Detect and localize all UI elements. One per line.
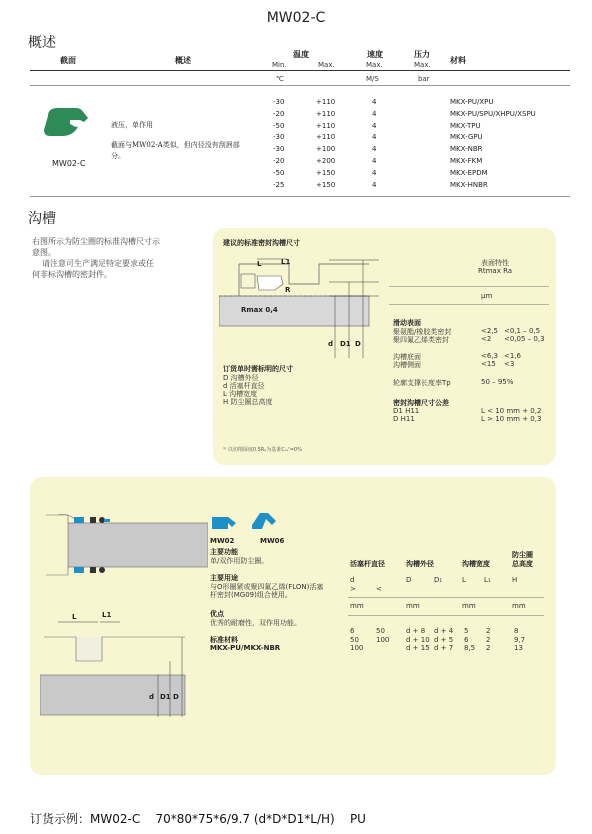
- panel1-dim-Rmax: Rmax 0,4: [241, 306, 278, 314]
- table-header-rule: [30, 70, 570, 71]
- overview-cell-min: -50: [273, 121, 285, 130]
- panel2-dim-L1: L1: [102, 611, 112, 619]
- groove-intro-line-4: 何非标沟槽的密封件。: [32, 270, 112, 279]
- subheader-speed-max: Max.: [366, 61, 383, 69]
- overview-cell-min: -30: [273, 133, 285, 142]
- overview-cell-max: +150: [316, 168, 336, 177]
- groove-intro-line-3: 请注意可生产满足特定要求或任: [42, 259, 154, 268]
- unit-mm: mm: [350, 602, 364, 610]
- document-title: MW02-C: [266, 10, 326, 26]
- sliding-row-rt: <2,5: [481, 327, 498, 335]
- overview-cell-max: +110: [316, 109, 336, 118]
- groove-row-rt: <15: [481, 360, 496, 368]
- overview-cell-max: +150: [316, 180, 336, 189]
- overview-cell-material: MKX-HNBR: [450, 180, 488, 189]
- sym-L1: L₁: [484, 576, 491, 584]
- sliding-row-ra: <0,05 – 0,3: [504, 335, 545, 343]
- size-cell-D: d + 8: [406, 627, 426, 635]
- col-header-overview: 概述: [175, 56, 191, 65]
- tolerance-title: 密封沟槽尺寸公差: [393, 399, 449, 407]
- overview-cell-speed: 4: [372, 157, 377, 165]
- sliding-row-ra: <0,1 – 0,5: [504, 327, 541, 335]
- standard-material-title: 标准材料: [210, 636, 238, 644]
- unit-um: μm: [481, 292, 493, 300]
- overview-cell-min: -20: [273, 109, 285, 118]
- overview-cell-speed: 4: [372, 121, 377, 130]
- overview-cell-max: +110: [316, 121, 336, 130]
- col-groove-width: 沟槽宽度: [462, 560, 490, 568]
- main-use-line-2: 杆密封(MG09)组合使用。: [210, 591, 292, 599]
- standard-material-text: MKX-PU/MKX-NBR: [210, 644, 281, 652]
- col-header-section: 截面: [60, 56, 76, 65]
- table-bottom-rule: [30, 196, 570, 197]
- overview-cell-material: MKX-PU/XPU: [450, 98, 494, 106]
- overview-cell-material: MKX-NBR: [450, 145, 483, 154]
- sliding-row-label: 聚四氟乙烯类密封: [393, 336, 449, 344]
- tolerance-row-label: D H11: [393, 415, 415, 423]
- mw02-profile-icon: [210, 513, 240, 533]
- unit-mm: mm: [462, 602, 476, 610]
- panel2-dim-d: d: [149, 693, 155, 701]
- panel1-footnote: ¹⁾ 以切削深度0.5Rₚ为基准Cᵣₑᶠ=0%: [223, 447, 302, 453]
- overview-cell-max: +110: [316, 98, 336, 106]
- unit-mm: mm: [406, 602, 420, 610]
- unit-pressure: bar: [418, 75, 430, 83]
- advantages-text: 优秀的耐磨性，双作用功能。: [210, 619, 301, 627]
- tolerance-row-label: D1 H11: [393, 407, 420, 415]
- groove-row-ra: <1,6: [504, 352, 521, 360]
- col-header-pressure: 压力: [414, 50, 430, 59]
- overview-cell-min: -50: [273, 168, 285, 177]
- subheader-pressure-max: Max.: [414, 61, 431, 69]
- size-cell-L1: 2: [486, 627, 491, 635]
- subheader-min: Min.: [272, 61, 287, 69]
- installation-diagram: [38, 495, 208, 595]
- panel2-dim-D: D: [173, 693, 179, 701]
- range-gt: >: [350, 585, 356, 593]
- profile-mw02-label: MW02: [210, 537, 235, 545]
- col-rod-diameter: 活塞杆直径: [350, 560, 385, 568]
- size-cell-L1: 2: [486, 644, 491, 652]
- col-header-material: 材料: [450, 56, 466, 65]
- main-use-line-1: 与O形圈紧或聚四氟乙烯(FLON)活塞: [210, 583, 324, 591]
- size-cell-L: 5: [464, 627, 469, 635]
- unit-speed: M/S: [366, 75, 379, 83]
- overview-cell-max: +100: [316, 145, 336, 154]
- table-unit-rule: [30, 85, 570, 86]
- panel1-title: 建议的标准密封沟槽尺寸: [223, 239, 300, 247]
- sym-L: L: [462, 576, 466, 584]
- panel2-dim-D1: D1: [160, 693, 171, 701]
- overview-cell-min: -20: [273, 157, 285, 165]
- tolerance-row-value: L > 10 mm + 0,3: [481, 415, 542, 423]
- seal-profile-icon: [40, 104, 90, 144]
- surface-title: 表面特性: [481, 259, 509, 267]
- advantages-title: 优点: [210, 610, 224, 618]
- size-cell-L1: 2: [486, 635, 491, 644]
- support-ratio-label: 轮廓支撑长度率Tp: [393, 379, 451, 387]
- size-cell-D1: d + 5: [434, 635, 454, 644]
- sym-H: H: [512, 576, 518, 584]
- order-dim-item: D 沟槽外径: [223, 374, 259, 382]
- overview-cell-speed: 4: [372, 145, 377, 154]
- support-ratio-value: 50 – 95%: [481, 378, 514, 386]
- overview-cell-speed: 4: [372, 180, 377, 189]
- rule: [389, 304, 549, 305]
- groove-row-label: 沟槽底面: [393, 353, 421, 361]
- overview-cell-min: -30: [273, 145, 285, 154]
- order-dim-item: H 防尘圈总高度: [223, 398, 273, 406]
- col-header-temperature: 温度: [293, 50, 309, 59]
- size-cell-D1: d + 7: [434, 644, 454, 652]
- tolerance-row-value: L < 10 mm + 0,2: [481, 407, 542, 415]
- desc-line-1: 液压，单作用: [111, 121, 153, 129]
- size-cell-H: 13: [514, 644, 523, 652]
- size-cell-D1: d + 4: [434, 627, 454, 635]
- size-cell-D: d + 15: [406, 644, 430, 652]
- col-wiper-height: 总高度: [512, 560, 533, 568]
- panel1-dim-R: R: [285, 286, 291, 294]
- panel2-dim-L: L: [72, 613, 77, 621]
- overview-cell-material: MKX-PU/SPU/XHPU/XSPU: [450, 109, 536, 118]
- size-cell-H: 8: [514, 627, 519, 635]
- overview-cell-max: +200: [316, 157, 336, 165]
- overview-cell-material: MKX-EPDM: [450, 168, 488, 177]
- size-cell-d_gt: 50: [350, 635, 359, 644]
- groove-row-ra: <3: [504, 360, 515, 368]
- order-example: 订货示例：MW02-C 70*80*75*6/9.7 (d*D*D1*L/H) PU: [30, 812, 366, 826]
- overview-cell-speed: 4: [372, 109, 377, 118]
- groove-intro-line-2: 意图。: [32, 248, 56, 257]
- size-cell-D: d + 10: [406, 635, 430, 644]
- rule: [348, 597, 544, 598]
- order-dims-title: 订货单时需标明的尺寸: [223, 365, 293, 373]
- sliding-row-rt: <2: [481, 335, 492, 343]
- rule: [389, 286, 549, 287]
- desc-line-3: 分。: [111, 152, 125, 160]
- col-wiper: 防尘圈: [512, 551, 533, 559]
- panel1-dim-D: D: [355, 340, 361, 348]
- mw06-profile-icon: [248, 511, 278, 533]
- desc-line-2: 截面与MW02-A类似，但内径没有刮唇部: [111, 141, 240, 149]
- unit-temp: ℃: [276, 75, 284, 83]
- panel1-dim-L1: L1: [281, 258, 291, 266]
- order-dim-item: L 沟槽宽度: [223, 390, 258, 398]
- groove-intro-line-1: 右图所示为防尘圈的标准沟槽尺寸示: [32, 237, 160, 246]
- unit-mm: mm: [512, 602, 526, 610]
- panel1-dim-d: d: [328, 340, 334, 348]
- groove-dimensions-panel: [213, 228, 556, 465]
- profile-label: MW02-C: [52, 159, 86, 168]
- overview-cell-min: -25: [273, 180, 285, 189]
- sym-d: d: [350, 576, 355, 584]
- overview-cell-speed: 4: [372, 133, 377, 142]
- section-groove-heading: 沟槽: [28, 211, 56, 227]
- size-cell-L: 6: [464, 635, 469, 644]
- overview-cell-material: MKX-GPU: [450, 133, 483, 142]
- main-function-text: 单/双作用防尘圈。: [210, 557, 269, 565]
- profile-mw06-label: MW06: [260, 537, 285, 545]
- overview-cell-speed: 4: [372, 168, 377, 177]
- sliding-surface-title: 滑动表面: [393, 319, 421, 327]
- size-cell-H: 9,7: [514, 635, 526, 644]
- overview-cell-material: MKX-TPU: [450, 121, 481, 130]
- panel1-dim-D1: D1: [340, 340, 351, 348]
- overview-cell-max: +110: [316, 133, 336, 142]
- panel1-dim-L: L: [257, 260, 262, 268]
- range-lt: <: [376, 585, 382, 593]
- size-cell-d_lt: 50: [376, 627, 385, 635]
- overview-cell-speed: 4: [372, 98, 377, 106]
- section-overview-heading: 概述: [28, 35, 56, 51]
- groove-diagram-2: [40, 617, 190, 717]
- sliding-row-label: 聚氨酯/橡胶类密封: [393, 328, 452, 336]
- overview-cell-min: -30: [273, 98, 285, 106]
- size-cell-d_lt: 100: [376, 635, 390, 644]
- groove-row-rt: <6,3: [481, 352, 498, 360]
- col-header-speed: 速度: [367, 50, 383, 59]
- col-groove-outer-diameter: 沟槽外径: [406, 560, 434, 568]
- main-use-title: 主要用途: [210, 574, 238, 582]
- size-cell-d_gt: 100: [350, 644, 364, 652]
- groove-row-label: 沟槽侧面: [393, 361, 421, 369]
- profile-sizes-panel: [30, 477, 556, 775]
- subheader-max: Max.: [318, 61, 335, 69]
- sym-D1: D₁: [434, 576, 443, 584]
- main-function-title: 主要功能: [210, 548, 238, 556]
- order-dim-item: d 活塞杆直径: [223, 382, 265, 390]
- rule: [348, 615, 544, 616]
- size-cell-d_gt: 6: [350, 627, 355, 635]
- sym-D: D: [406, 576, 412, 584]
- overview-cell-material: MKX-FKM: [450, 157, 483, 165]
- surface-subtitle: Rtmax Ra: [478, 267, 513, 275]
- size-cell-L: 8,5: [464, 644, 476, 652]
